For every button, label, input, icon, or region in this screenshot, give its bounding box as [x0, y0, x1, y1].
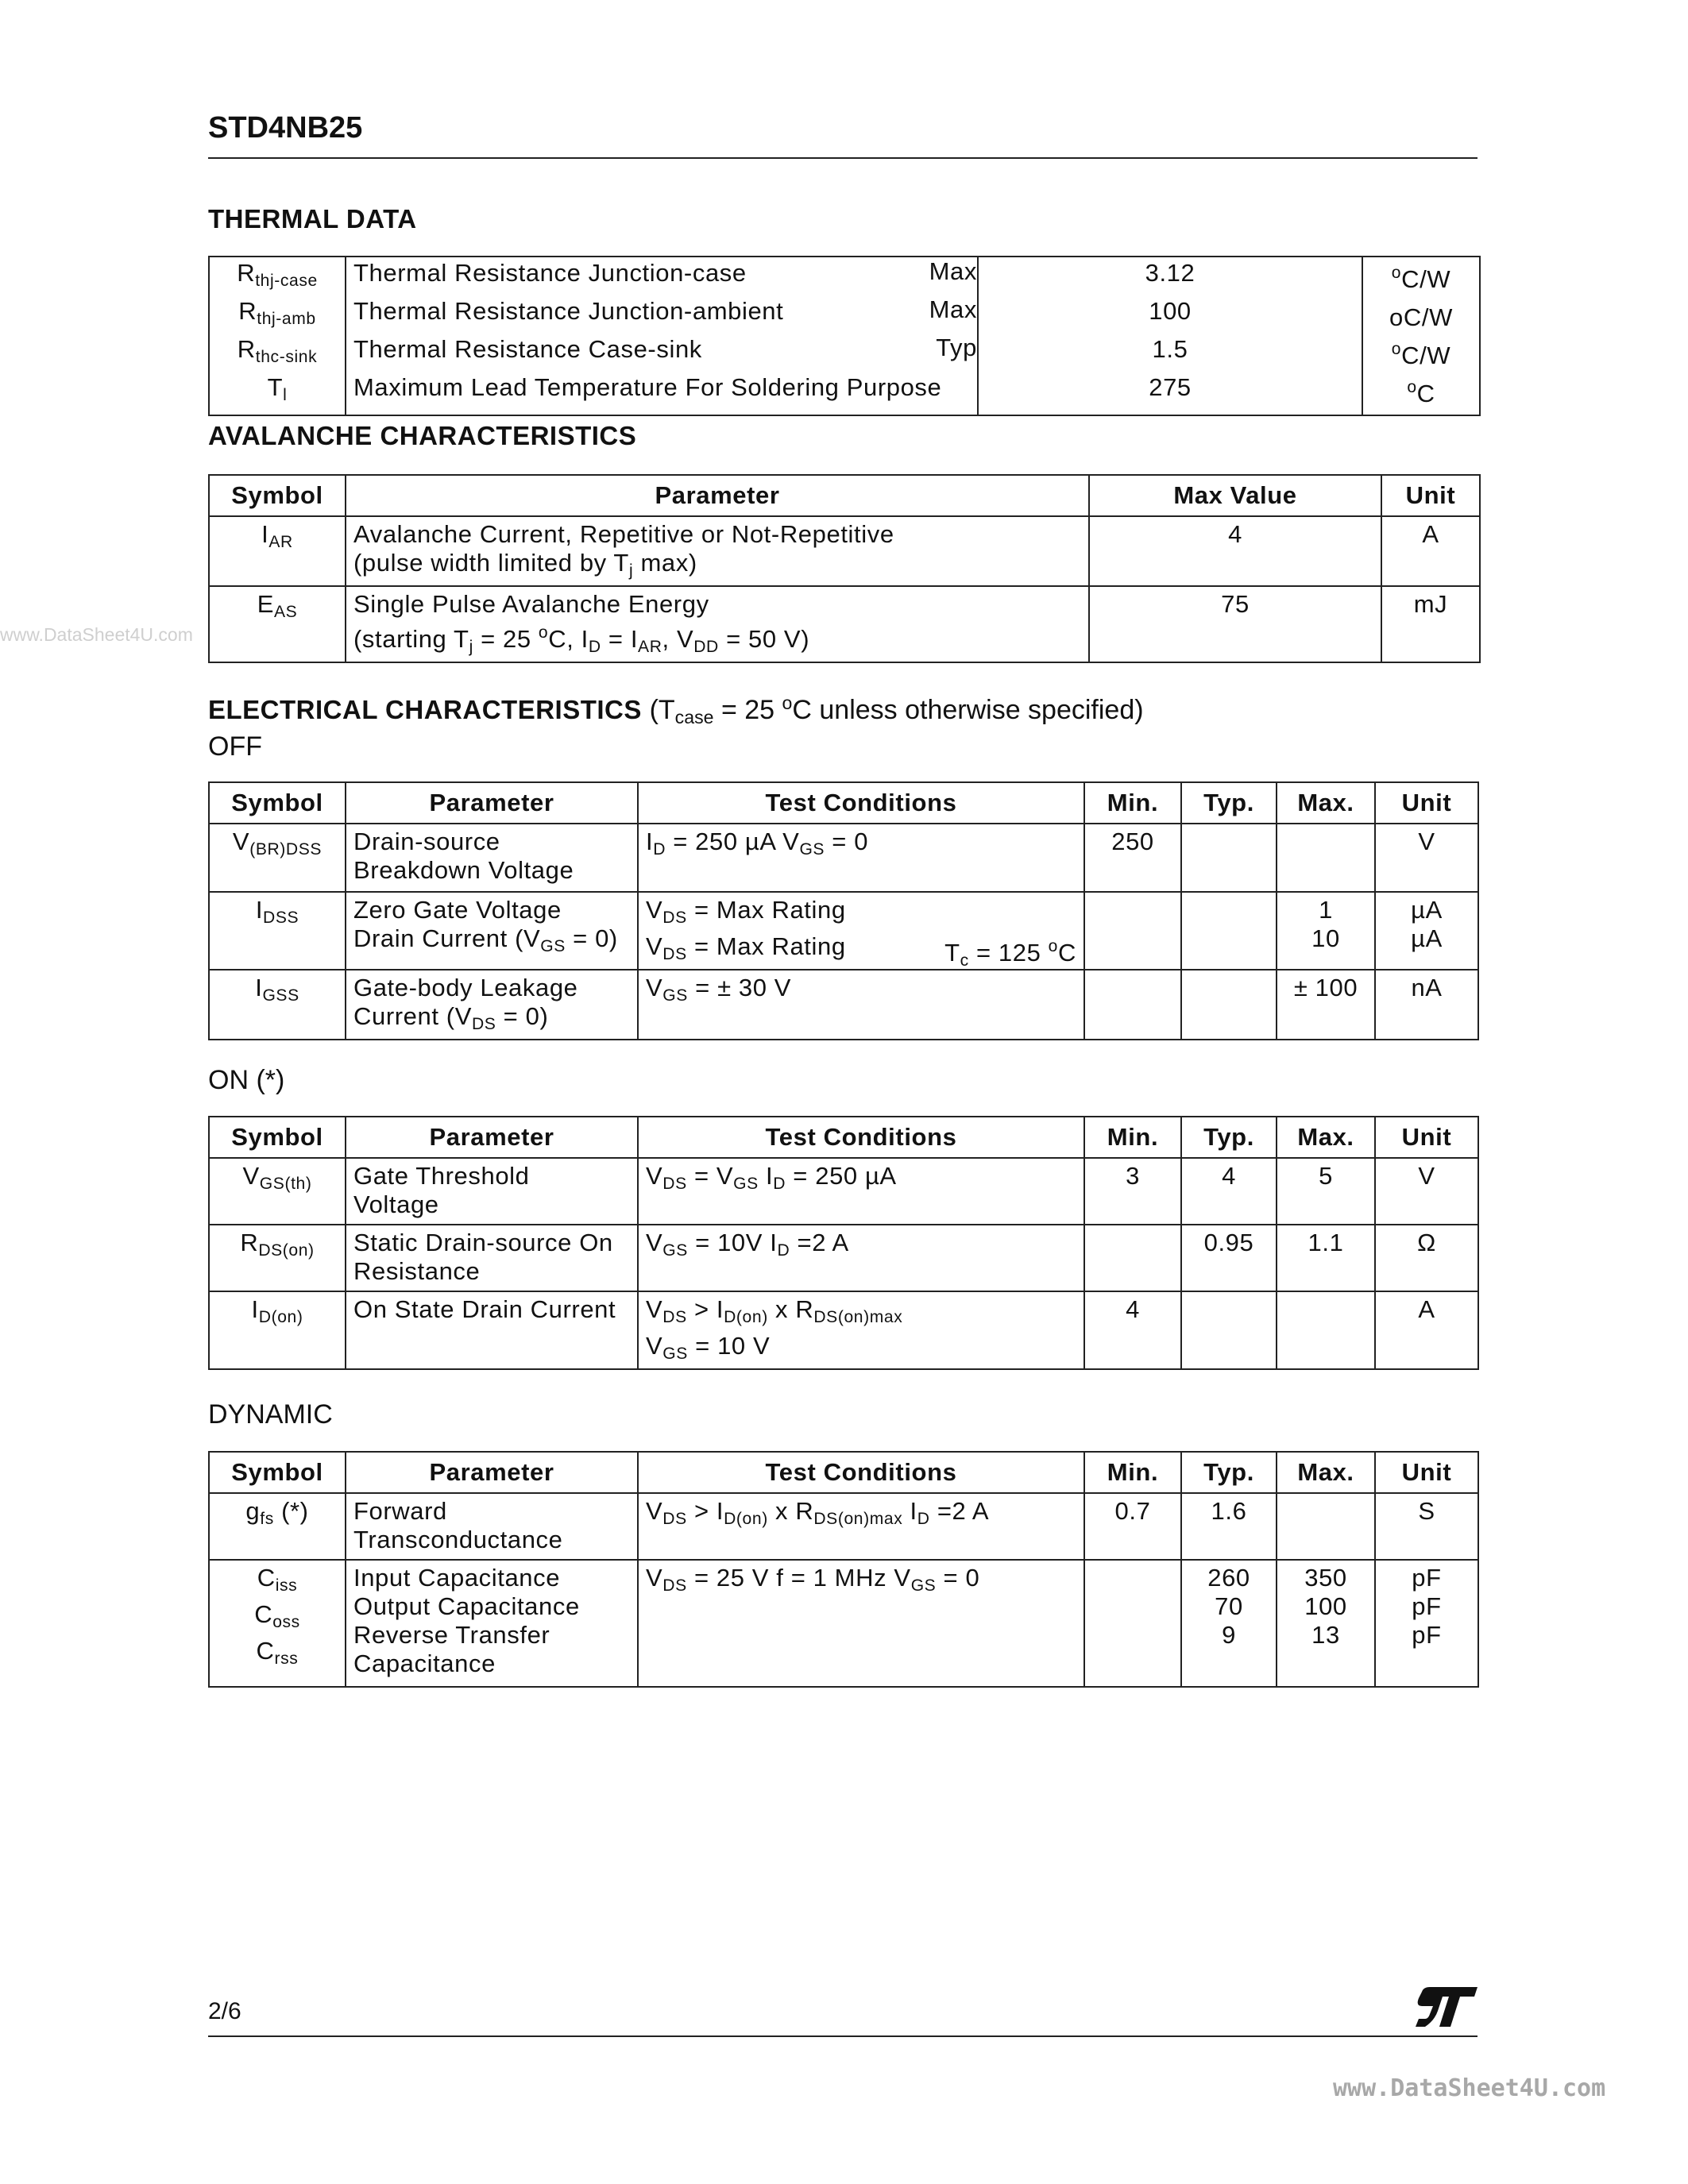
unit-cell: µA µA [1375, 892, 1478, 970]
max-cell [1277, 1291, 1375, 1369]
electrical-condition: ($T_{case} = 25$ $^o$C unless otherwise specified) [649, 693, 1144, 727]
unit-cell: pF pF pF [1375, 1560, 1478, 1687]
symbol-cell: $V_{GS(th)}$ [209, 1158, 346, 1225]
unit-cell: A [1381, 516, 1480, 586]
parameter-cell: Static Drain-source On Resistance [346, 1225, 638, 1291]
test-conditions-cell: $V_{GS} = 10V$ $I_D =2$ A [638, 1225, 1084, 1291]
parameter-cell: Input Capacitance Output Capacitance Reverse Transfer Capacitance [346, 1560, 638, 1687]
table-row [209, 1158, 1478, 1225]
part-number: STD4NB25 [208, 111, 363, 145]
dynamic-table [208, 1451, 1479, 1688]
table-row [209, 295, 1480, 334]
column-header: Test Conditions [638, 782, 1084, 824]
column-header: Min. [1084, 1452, 1181, 1493]
symbol-cell: $V_{(BR)DSS}$ [209, 824, 346, 892]
min-cell [1084, 970, 1181, 1040]
symbol-cell: $R_{thj-amb}$ [209, 295, 346, 334]
typ-cell [1181, 970, 1277, 1040]
st-logo-icon [1414, 1984, 1479, 2030]
column-header: Max. [1277, 782, 1375, 824]
parameter-cell: Thermal Resistance Case-sink Typ [346, 334, 978, 372]
thermal-table [208, 256, 1481, 416]
parameter-cell: Thermal Resistance Junction-case Max [346, 257, 978, 295]
unit-cell: S [1375, 1493, 1478, 1560]
symbol-cell: $R_{DS(on)}$ [209, 1225, 346, 1291]
dynamic-label: DYNAMIC [208, 1399, 333, 1430]
test-conditions-cell: $I_D = 250$ µA $V_{GS} = 0$ [638, 824, 1084, 892]
column-header: Symbol [209, 475, 346, 516]
test-conditions-cell: $V_{DS}$ = Max Rating $V_{DS}$ = Max Rating $T_c = 125$ $^o$C [638, 892, 1084, 970]
header-row [209, 1452, 1478, 1493]
column-header: Max Value [1089, 475, 1381, 516]
column-header: Min. [1084, 782, 1181, 824]
max-cell [1277, 824, 1375, 892]
table-row [209, 1493, 1478, 1560]
max-cell: 5 [1277, 1158, 1375, 1225]
off-table [208, 781, 1479, 1040]
parameter-cell: Forward Transconductance [346, 1493, 638, 1560]
column-header: Typ. [1181, 782, 1277, 824]
min-cell [1084, 892, 1181, 970]
table-row [209, 516, 1480, 586]
header-row [209, 1117, 1478, 1158]
value-cell: 275 [978, 372, 1362, 415]
symbol-cell: $T_l$ [209, 372, 346, 415]
column-header: Unit [1375, 782, 1478, 824]
typ-cell [1181, 824, 1277, 892]
parameter-cell: Drain-source Breakdown Voltage [346, 824, 638, 892]
typ-cell: 4 [1181, 1158, 1277, 1225]
off-label: OFF [208, 731, 262, 762]
typ-cell: 1.6 [1181, 1493, 1277, 1560]
column-header: Test Conditions [638, 1117, 1084, 1158]
symbol-cell: $I_{AR}$ [209, 516, 346, 586]
symbol-cell: $R_{thj-case}$ [209, 257, 346, 295]
parameter-cell: Maximum Lead Temperature For Soldering Purpose [346, 372, 978, 415]
thermal-title: THERMAL DATA [208, 204, 417, 233]
max-cell: ± 100 [1277, 970, 1375, 1040]
unit-cell: $^o$C/W [1362, 334, 1480, 372]
column-header: Max. [1277, 1452, 1375, 1493]
symbol-cell: $E_{AS}$ [209, 586, 346, 662]
symbol-cell: $R_{thc-sink}$ [209, 334, 346, 372]
table-row [209, 824, 1478, 892]
header-row [209, 475, 1480, 516]
header-rule [208, 157, 1477, 159]
footer-rule [208, 2035, 1477, 2037]
symbol-cell: $I_{DSS}$ [209, 892, 346, 970]
electrical-title: ELECTRICAL CHARACTERISTICS ($T_{case} = 25$ $^o$C unless otherwise specified) [208, 693, 1144, 727]
max-cell: 1 10 [1277, 892, 1375, 970]
parameter-cell: Gate Threshold Voltage [346, 1158, 638, 1225]
test-conditions-cell: $V_{GS}$ = ± 30 V [638, 970, 1084, 1040]
column-header: Unit [1375, 1452, 1478, 1493]
max-cell [1277, 1493, 1375, 1560]
min-cell [1084, 1560, 1181, 1687]
unit-cell: $^o$C [1362, 372, 1480, 415]
max-cell: 350 100 13 [1277, 1560, 1375, 1687]
min-cell: 4 [1084, 1291, 1181, 1369]
column-header: Unit [1375, 1117, 1478, 1158]
unit-cell: nA [1375, 970, 1478, 1040]
table-row [209, 892, 1478, 970]
parameter-cell: On State Drain Current [346, 1291, 638, 1369]
table-row [209, 372, 1480, 415]
page-number: 2/6 [208, 1998, 241, 2024]
value-cell: 1.5 [978, 334, 1362, 372]
min-cell: 3 [1084, 1158, 1181, 1225]
parameter-cell: Zero Gate Voltage Drain Current $(V_{GS} = 0)$ [346, 892, 638, 970]
value-cell: 3.12 [978, 257, 1362, 295]
side-watermark: www.DataSheet4U.com [0, 624, 193, 645]
parameter-cell: Gate-body Leakage Current $(V_{DS} = 0)$ [346, 970, 638, 1040]
value-cell: 75 [1089, 586, 1381, 662]
typ-cell [1181, 1291, 1277, 1369]
unit-cell: oC/W [1362, 295, 1480, 334]
test-conditions-cell: $V_{DS} > I_{D(on)}$ x $R_{DS(on)max}$ $I_D =2$ A [638, 1493, 1084, 1560]
column-header: Symbol [209, 1117, 346, 1158]
symbol-cell: $I_{D(on)}$ [209, 1291, 346, 1369]
unit-cell: V [1375, 824, 1478, 892]
table-row [209, 970, 1478, 1040]
column-header: Max. [1277, 1117, 1375, 1158]
table-row [209, 334, 1480, 372]
column-header: Symbol [209, 1452, 346, 1493]
on-label: ON (*) [208, 1065, 285, 1095]
column-header: Test Conditions [638, 1452, 1084, 1493]
min-cell [1084, 1225, 1181, 1291]
symbol-cell: $g_{fs}$ (*) [209, 1493, 346, 1560]
column-header: Min. [1084, 1117, 1181, 1158]
unit-cell: Ω [1375, 1225, 1478, 1291]
unit-cell: $^o$C/W [1362, 257, 1480, 295]
table-row [209, 257, 1480, 295]
typ-cell [1181, 892, 1277, 970]
column-header: Unit [1381, 475, 1480, 516]
table-row [209, 586, 1480, 662]
table-row [209, 1291, 1478, 1369]
column-header: Parameter [346, 782, 638, 824]
header-row [209, 782, 1478, 824]
unit-cell: mJ [1381, 586, 1480, 662]
test-conditions-cell: $V_{DS} = 25$ V f = 1 MHz $V_{GS} = 0$ [638, 1560, 1084, 1687]
column-header: Typ. [1181, 1117, 1277, 1158]
parameter-cell: Thermal Resistance Junction-ambient Max [346, 295, 978, 334]
column-header: Typ. [1181, 1452, 1277, 1493]
min-cell: 0.7 [1084, 1493, 1181, 1560]
column-header: Parameter [346, 1452, 638, 1493]
max-cell: 1.1 [1277, 1225, 1375, 1291]
avalanche-title: AVALANCHE CHARACTERISTICS [208, 421, 637, 450]
unit-cell: A [1375, 1291, 1478, 1369]
column-header: Symbol [209, 782, 346, 824]
table-row [209, 1225, 1478, 1291]
value-cell: 4 [1089, 516, 1381, 586]
column-header: Parameter [346, 1117, 638, 1158]
parameter-cell: Avalanche Current, Repetitive or Not-Repetitive (pulse width limited by $T_j$ max) [346, 516, 1089, 586]
typ-cell: 260 70 9 [1181, 1560, 1277, 1687]
test-conditions-cell: $V_{DS} > I_{D(on)}$ x $R_{DS(on)max}$ $V_{GS} = 10$ V [638, 1291, 1084, 1369]
avalanche-table [208, 474, 1481, 663]
test-conditions-cell: $V_{DS} = V_{GS}$ $I_D = 250$ µA [638, 1158, 1084, 1225]
parameter-cell: Single Pulse Avalanche Energy (starting $T_j = 25$ $^o$C, $I_D = I_{AR}$, $V_{DD} = 50$ V) [346, 586, 1089, 662]
symbol-cell: $C_{iss}$ $C_{oss}$ $C_{rss}$ [209, 1560, 346, 1687]
value-cell: 100 [978, 295, 1362, 334]
column-header: Parameter [346, 475, 1089, 516]
min-cell: 250 [1084, 824, 1181, 892]
bottom-watermark: www.DataSheet4U.com [1333, 2074, 1606, 2102]
unit-cell: V [1375, 1158, 1478, 1225]
symbol-cell: $I_{GSS}$ [209, 970, 346, 1040]
on-table [208, 1116, 1479, 1370]
table-row [209, 1560, 1478, 1687]
typ-cell: 0.95 [1181, 1225, 1277, 1291]
